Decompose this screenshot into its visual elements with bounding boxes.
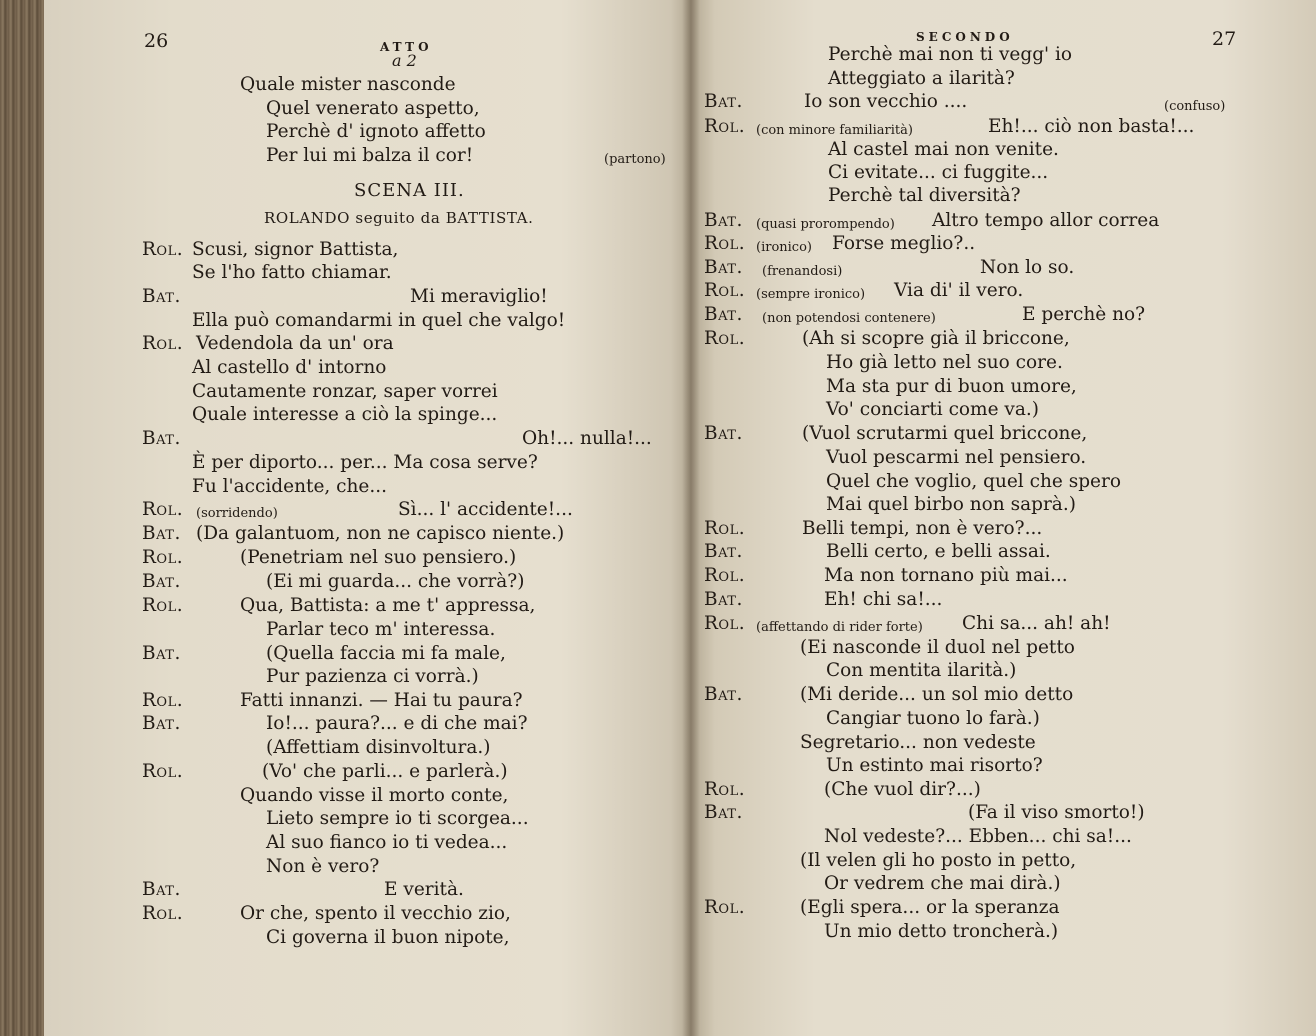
verse-line: Non è vero? (266, 856, 380, 877)
speaker-label: Bat. (142, 571, 181, 592)
speaker-label: Bat. (704, 210, 743, 231)
verse-line: (Vo' che parli... e parlerà.) (262, 761, 508, 782)
verse-line: Ci evitate... ci fuggite... (828, 162, 1049, 183)
verse-line: (Penetriam nel suo pensiero.) (240, 547, 517, 568)
stage-direction: (con minore familiarità) (756, 123, 913, 138)
speaker-label: Rol. (704, 233, 746, 254)
verse-line: Al castel mai non venite. (828, 139, 1059, 160)
verse-line: Io!... paura?... e di che mai? (266, 713, 528, 734)
speaker-label: Bat. (704, 257, 743, 278)
verse-line: (Ei nasconde il duol nel petto (800, 637, 1075, 658)
speaker-label: Bat. (142, 643, 181, 664)
verse-line: Oh!... nulla!... (522, 428, 652, 449)
stage-direction: (non potendosi contenere) (762, 311, 936, 326)
left-running-header: ATTO (380, 40, 433, 54)
verse-line: Quale mister nasconde (240, 74, 456, 95)
verse-line: Al castello d' intorno (192, 357, 387, 378)
scene-title: SCENA III. (354, 180, 465, 201)
speaker-label: Bat. (142, 428, 181, 449)
verse-line: (Egli spera... or la speranza (800, 897, 1060, 918)
stage-direction: (affettando di rider forte) (756, 620, 923, 635)
speaker-label: Rol. (142, 499, 184, 520)
speaker-label: Bat. (142, 713, 181, 734)
verse-line: Belli certo, e belli assai. (826, 541, 1051, 562)
speaker-label: Rol. (142, 903, 184, 924)
verse-line: (Che vuol dir?...) (824, 779, 981, 800)
verse-line: Vo' conciarti come va.) (826, 399, 1040, 420)
verse-line: Pur pazienza ci vorrà.) (266, 666, 479, 687)
verse-line: Eh!... ciò non basta!... (988, 116, 1195, 137)
verse-line: (Mi deride... un sol mio detto (800, 684, 1074, 705)
verse-line: Sì... l' accidente!... (398, 499, 573, 520)
stage-direction: (frenandosi) (762, 264, 843, 279)
right-running-header: SECONDO (916, 30, 1014, 44)
verse-line: Segretario... non vedeste (800, 732, 1036, 753)
stage-direction: (partono) (604, 152, 666, 167)
speaker-label: Bat. (704, 91, 743, 112)
verse-line: Per lui mi balza il cor! (266, 145, 474, 166)
verse-line: Al suo fianco io ti vedea... (266, 832, 508, 853)
stage-direction: (confuso) (1164, 99, 1226, 114)
verse-line: Or che, spento il vecchio zio, (240, 903, 511, 924)
verse-line: Un estinto mai risorto? (826, 755, 1043, 776)
verse-line: Cangiar tuono lo farà.) (826, 708, 1040, 729)
speaker-label: Bat. (142, 879, 181, 900)
verse-line: Cautamente ronzar, saper vorrei (192, 381, 498, 402)
verse-line: E verità. (384, 879, 464, 900)
page-edges (0, 0, 44, 1036)
verse-line: Chi sa... ah! ah! (962, 613, 1111, 634)
verse-line: Quel venerato aspetto, (266, 98, 480, 119)
scene-characters: ROLANDO seguito da BATTISTA. (264, 209, 534, 227)
verse-line: Perchè tal diversità? (828, 185, 1021, 206)
verse-line: Ho già letto nel suo core. (826, 352, 1063, 373)
speaker-label: Bat. (142, 523, 181, 544)
verse-line: Ci governa il buon nipote, (266, 927, 510, 948)
left-page-number: 26 (144, 30, 169, 52)
verse-line: Mi meraviglio! (410, 286, 548, 307)
left-page (44, 0, 690, 1036)
verse-line: (Quella faccia mi fa male, (266, 643, 506, 664)
verse-line: Quale interesse a ciò la spinge... (192, 404, 498, 425)
verse-line: (Il velen gli ho posto in petto, (800, 850, 1077, 871)
speaker-label: Rol. (704, 565, 746, 586)
verse-line: Or vedrem che mai dirà.) (824, 873, 1061, 894)
verse-line: Se l'ho fatto chiamar. (192, 262, 392, 283)
verse-line: Io son vecchio .... (804, 91, 968, 112)
speaker-label: Bat. (704, 423, 743, 444)
verse-line: (Fa il viso smorto!) (968, 802, 1145, 823)
verse-line: Vuol pescarmi nel pensiero. (826, 447, 1087, 468)
speaker-label: Bat. (704, 802, 743, 823)
speaker-label: Bat. (704, 589, 743, 610)
verse-line: Quando visse il morto conte, (240, 785, 509, 806)
verse-line: Ma non tornano più mai... (824, 565, 1068, 586)
speaker-label: Rol. (704, 613, 746, 634)
verse-line: Lieto sempre io ti scorgea... (266, 808, 529, 829)
verse-line: E perchè no? (1022, 304, 1146, 325)
verse-line: Quel che voglio, quel che spero (826, 471, 1121, 492)
speaker-label: Rol. (142, 690, 184, 711)
verse-line: Scusi, signor Battista, (192, 239, 399, 260)
verse-line: Un mio detto troncherà.) (824, 921, 1059, 942)
stage-direction: (sempre ironico) (756, 287, 866, 302)
speaker-label: Rol. (704, 779, 746, 800)
verse-line: Altro tempo allor correa (932, 210, 1160, 231)
speaker-label: Rol. (142, 333, 184, 354)
right-page-number: 27 (1212, 28, 1237, 50)
speaker-label: Rol. (142, 595, 184, 616)
speaker-label: Rol. (142, 239, 184, 260)
left-subheader: a 2 (392, 51, 417, 70)
verse-line: Belli tempi, non è vero?... (802, 518, 1043, 539)
speaker-label: Rol. (704, 328, 746, 349)
verse-line: Mai quel birbo non saprà.) (826, 494, 1076, 515)
verse-line: Nol vedeste?... Ebben... chi sa!... (824, 826, 1132, 847)
book-gutter (682, 0, 700, 1036)
verse-line: Perchè mai non ti vegg' io (828, 44, 1073, 65)
speaker-label: Bat. (142, 286, 181, 307)
speaker-label: Rol. (142, 761, 184, 782)
verse-line: Ma sta pur di buon umore, (826, 376, 1077, 397)
speaker-label: Rol. (704, 116, 746, 137)
stage-direction: (sorridendo) (196, 506, 278, 521)
speaker-label: Rol. (704, 518, 746, 539)
verse-line: Forse meglio?.. (832, 233, 976, 254)
right-page (690, 0, 1316, 1036)
verse-line: Atteggiato a ilarità? (828, 68, 1015, 89)
verse-line: Fatti innanzi. — Hai tu paura? (240, 690, 523, 711)
verse-line: (Ei mi guarda... che vorrà?) (266, 571, 525, 592)
speaker-label: Rol. (142, 547, 184, 568)
verse-line: È per diporto... per... Ma cosa serve? (192, 452, 538, 473)
stage-direction: (ironico) (756, 240, 812, 255)
speaker-label: Bat. (704, 684, 743, 705)
verse-line: (Ah si scopre già il briccone, (802, 328, 1070, 349)
speaker-label: Rol. (704, 280, 746, 301)
speaker-label: Bat. (704, 541, 743, 562)
stage-direction: (quasi prorompendo) (756, 217, 895, 232)
verse-line: Via di' il vero. (894, 280, 1024, 301)
verse-line: (Affettiam disinvoltura.) (266, 737, 491, 758)
verse-line: Ella può comandarmi in quel che valgo! (192, 310, 566, 331)
verse-line: Con mentita ilarità.) (826, 660, 1017, 681)
verse-line: Eh! chi sa!... (824, 589, 943, 610)
speaker-label: Bat. (704, 304, 743, 325)
verse-line: Vedendola da un' ora (196, 333, 394, 354)
verse-line: (Da galantuom, non ne capisco niente.) (196, 523, 565, 544)
verse-line: (Vuol scrutarmi quel briccone, (802, 423, 1088, 444)
speaker-label: Rol. (704, 897, 746, 918)
verse-line: Perchè d' ignoto affetto (266, 121, 486, 142)
verse-line: Qua, Battista: a me t' appressa, (240, 595, 536, 616)
verse-line: Fu l'accidente, che... (192, 476, 388, 497)
verse-line: Non lo so. (980, 257, 1075, 278)
verse-line: Parlar teco m' interessa. (266, 619, 496, 640)
